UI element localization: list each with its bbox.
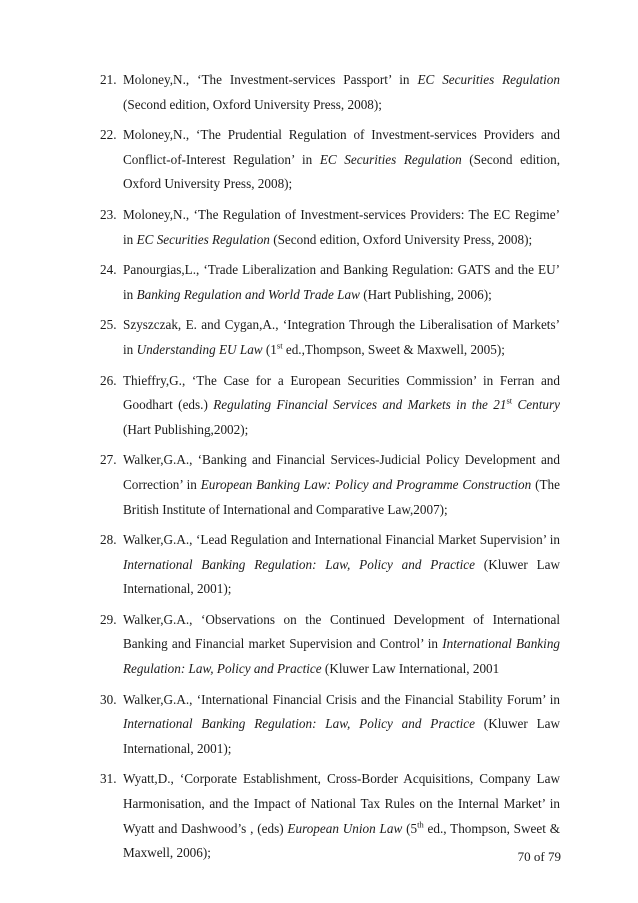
reference-number: 28. <box>100 532 117 548</box>
reference-text-segment: Walker,G.A., ‘Observations on the Continued Development of International Banking and Financial market Supervision and Control’ in <box>123 611 560 652</box>
reference-number: 30. <box>100 691 117 707</box>
reference-text <box>123 317 560 357</box>
reference-text <box>123 373 560 437</box>
reference-item <box>100 68 560 117</box>
reference-superscript: st <box>276 340 283 351</box>
reference-text-segment: Walker,G.A., ‘International Financial Crisis and the Financial Stability Forum’ in <box>123 691 560 707</box>
reference-item <box>100 369 560 443</box>
reference-text <box>123 452 560 516</box>
reference-title-italic: EC Securities Regulation <box>417 72 560 87</box>
reference-title-italic: European Banking Law: Policy and Programme Construction <box>200 476 532 492</box>
reference-item <box>100 448 560 522</box>
reference-text-segment: (Hart Publishing,2002); <box>123 421 249 437</box>
reference-item <box>100 688 560 762</box>
reference-item <box>100 203 560 252</box>
reference-item <box>100 258 560 307</box>
reference-list <box>100 68 560 872</box>
reference-text-segment: Szyszczak, E. and Cygan,A., ‘Integration Through the Liberalisation of Markets’ in <box>123 317 560 357</box>
reference-title-italic: Understanding EU Law <box>136 341 263 357</box>
reference-text-segment: Moloney,N., ‘The Prudential Regulation of Investment-services Providers and Conflict-of-Interest Regulation’ in <box>123 127 560 167</box>
reference-text-segment: (Second edition, Oxford University Press, 2008); <box>123 96 382 112</box>
reference-text-segment: ed.,Thompson, Sweet & Maxwell, 2005); <box>282 341 505 357</box>
reference-title-italic: European Union Law <box>287 820 403 836</box>
reference-title-italic: International Banking Regulation: Law, Policy and Practice <box>123 716 475 732</box>
reference-title-italic: International Banking Regulation: Law, Policy and Practice <box>123 636 561 677</box>
reference-text <box>123 612 560 676</box>
reference-text <box>123 72 560 112</box>
reference-text-segment: Moloney,N., ‘The Investment-services Passport’ in <box>123 72 418 87</box>
reference-text-segment: Walker,G.A., ‘Lead Regulation and International Financial Market Supervision’ in <box>123 532 560 548</box>
reference-number: 21. <box>100 72 117 87</box>
reference-text-segment: (Second edition, Oxford University Press, 2008); <box>269 231 533 247</box>
reference-number: 29. <box>100 611 117 627</box>
reference-text-segment: (The British Institute of International and Comparative Law,2007); <box>123 476 560 517</box>
reference-superscript: st <box>506 395 513 406</box>
reference-number: 24. <box>100 262 117 278</box>
reference-number: 27. <box>100 452 117 468</box>
reference-text-segment: (5 <box>402 820 418 836</box>
reference-title-italic: International Banking Regulation: Law, Policy and Practice <box>123 556 475 572</box>
reference-text-segment: Wyatt,D., ‘Corporate Establishment, Cross-Border Acquisitions, Company Law Harmonisation, and the Impact of National Tax Rules on the Internal Market’ in Wyatt and Dashwood’s , (eds) <box>123 771 560 836</box>
reference-text <box>123 127 560 191</box>
reference-title-italic: EC Securities Regulation <box>136 231 270 247</box>
reference-text-segment: (Second edition, Oxford University Press, 2008); <box>123 151 560 192</box>
reference-title-italic: Banking Regulation and World Trade Law <box>136 286 360 302</box>
reference-item <box>100 123 560 197</box>
reference-number: 23. <box>100 206 117 222</box>
reference-title-italic: Regulating Financial Services and Markets in the 21 <box>213 397 507 413</box>
reference-number: 31. <box>100 771 117 787</box>
reference-title-italic: EC Securities Regulation <box>319 151 462 167</box>
reference-text <box>123 207 560 247</box>
reference-text-segment: (Kluwer Law International, 2001); <box>123 556 561 597</box>
reference-number: 25. <box>100 317 117 333</box>
reference-title-italic: Century <box>512 397 560 413</box>
reference-text-segment: ed., Thompson, Sweet & Maxwell, 2006); <box>123 820 560 861</box>
reference-text <box>123 692 560 756</box>
reference-text-segment: (Kluwer Law International, 2001 <box>321 661 500 677</box>
reference-text-segment: (Kluwer Law International, 2001); <box>123 716 561 756</box>
reference-item <box>100 313 560 362</box>
reference-item <box>100 608 560 682</box>
reference-text <box>123 532 560 596</box>
reference-text-segment: Panourgias,L., ‘Trade Liberalization and Banking Regulation: GATS and the EU’ in <box>123 262 560 302</box>
reference-text-segment: Moloney,N., ‘The Regulation of Investment-services Providers: The EC Regime’ in <box>123 206 560 247</box>
reference-text-segment: (1 <box>262 341 277 357</box>
reference-text <box>123 771 560 860</box>
reference-item <box>100 528 560 602</box>
reference-text-segment: (Hart Publishing, 2006); <box>359 286 492 302</box>
reference-number: 22. <box>100 127 117 143</box>
reference-text-segment: Thieffry,G., ‘The Case for a European Securities Commission’ in Ferran and Goodhart (eds.) <box>123 372 560 413</box>
reference-superscript: th <box>417 819 424 830</box>
page-number: 70 of 79 <box>517 849 561 864</box>
reference-text <box>123 262 560 302</box>
reference-text-segment: Walker,G.A., ‘Banking and Financial Services-Judicial Policy Development and Correction’ in <box>123 452 560 492</box>
reference-item <box>100 767 560 865</box>
reference-number: 26. <box>100 372 117 388</box>
